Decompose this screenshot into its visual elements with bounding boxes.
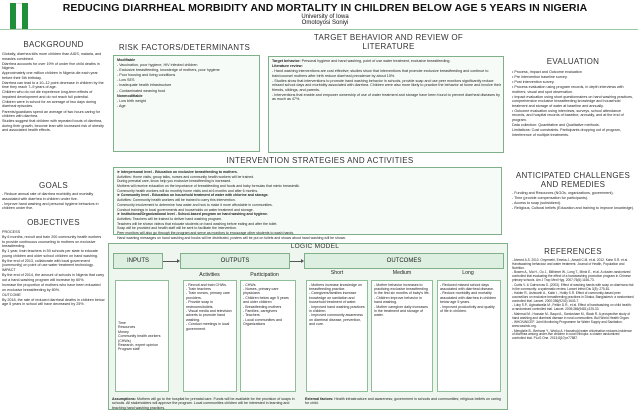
arrow-icon — [290, 261, 302, 262]
outputs-banner: OUTPUTS — [180, 253, 290, 269]
challenge-item: - Funding and Resources (NGOs, organizations, government). — [512, 191, 614, 195]
references-heading: REFERENCES — [544, 247, 602, 256]
intervention-line: During prenatal care, know help you exclusive breastfeeding is increased. — [117, 179, 232, 184]
background-heading: BACKGROUND — [23, 40, 84, 49]
interventions-box — [113, 167, 502, 240]
reference-item: - Mahmud M., Hossain M., Baqui A., Santosham M., Black R. A prospective study of hand washing and diarrheal disease in rural communities. Bull World Health Organ. — [512, 311, 630, 320]
target-text: Personal hygiene and hand washing, point of use water treatment, exclusive breastfeeding. — [301, 59, 451, 63]
challenges-text — [512, 191, 634, 236]
risk-factors-text — [117, 58, 258, 150]
inputs-cell: Time Resources Money Community health workers (CHWs) Research, expert opinion Program staff — [115, 280, 169, 392]
limitations: Limitations: Cost constraints. Participants dropping out of program, Interference of multiple treatments. — [512, 128, 621, 137]
modifiable-item: - Exclusive breastfeeding, knowledge of mothers, poor hygiene — [117, 68, 220, 73]
short-cell: - Mothers increase knowledge on breastfeeding practice. - Caregivers/families increase knowledge on sanitation and household treatment of water. - Improved hand washing practices in children. - Improved community awareness on diarrheal disease, prevention, and cure. — [306, 280, 368, 392]
external-factors-text — [305, 397, 503, 409]
logic-model-heading: LOGIC MODEL — [290, 243, 340, 250]
intervention-line: Teachers will be shown videos that educate students on hand washing before eating and after the toilet. — [117, 221, 278, 226]
objective-item: OUTCOME — [2, 292, 21, 297]
goal-item: - Reduce annual rate of diarrhea morbidity and mortality associated with diarrhea in children under five. — [2, 192, 94, 201]
background-paragraph: Approximately one million children in Nigeria die each year before their 5th birthday. — [2, 71, 98, 80]
reference-item: - Haider R., Ashworth A., Kabir I., Huttly S.R. Effect of community-based peer counsellors on exclusive breastfeeding practices in Dhaka, Bangladesh: a randomised controlled trial. Lancet. 2000;356(9242):1643-7. — [512, 291, 634, 303]
background-paragraph: Children who do not die experience long-term effects of impaired development and do not reach full potential. — [2, 90, 93, 99]
target-label: Target behavior: — [272, 59, 302, 63]
target-behavior-line — [272, 59, 502, 64]
inputs-banner: INPUTS — [113, 253, 163, 269]
literature-item: - Interventions that enable and empower ownership of use of water treatment and storage have been found to prevent diarrheal diseases by as much as 47%. — [272, 92, 500, 102]
background-paragraph: Studies suggest that children with repeated bouts of diarrhea, during their growth, become lean with increased risk of obesity and associated health effects. — [2, 119, 104, 133]
objective-item: IMPACT — [2, 268, 16, 273]
reference-item: - WHO/UNICEF. Joint Monitoring Programme for Water Supply and Sanitation. www.wssinfo.org. — [512, 320, 623, 329]
evaluation-item: • Outcome evaluation using interviews, surveys, school attendance records, and hospital records of baseline, annually, and at the end of program. — [512, 108, 624, 122]
evaluation-text — [512, 70, 634, 168]
intervention-line: Mothers will receive education on the importance of breastfeeding and foods and baby formulas that mimic breastmilk. — [117, 184, 300, 189]
target-behavior-text — [272, 59, 502, 151]
author: Omotoyosi Soniyi — [301, 20, 349, 26]
data-collection: Data collection: Quantitative and Qualitative methods. — [512, 123, 600, 128]
intervention-line: Conduct trainings in local governments and households on water treatment and storage. — [117, 207, 254, 212]
background-paragraph: Globally, diarrhea kills more children than AIDS, malaria, and measles combined. — [2, 52, 102, 61]
literature-item: - Studies show that interventions to promote hand washing behavior in schools, provide soap and use peer monitors significantly reduce missed school days and morbidity associated with diarrhea. Children were also more likely to practice the behavior at home and involve their friends, siblings, and parents. — [272, 78, 501, 92]
goals-text — [2, 192, 105, 214]
assumptions-body: Mothers will go to the hospital for prenatal care. Funds will be available for the provision of soaps in schools. All stakeholders will approve the program. Local communities children will be interested in learning and teaching hand washing practices. — [112, 397, 295, 410]
nonmodifiable-title: Nonmodifiable — [117, 93, 143, 98]
risk-factors-heading: RISK FACTORS/DETERMINANTS — [118, 43, 251, 52]
objectives-text — [2, 230, 105, 342]
objective-item: Increase the proportion of mothers who have been educated on exclusive breastfeeding by 80%. — [2, 283, 101, 292]
goals-heading: GOALS — [38, 181, 69, 190]
modifiable-item: - Contaminated weaning food — [117, 88, 166, 93]
intervention-line: ➤ Interpersonal level - Education on exclusive breastfeeding to mothers. — [117, 170, 238, 174]
objective-item: By the end of 2013, collaborate with local government (community) on point of use water treatment technology. — [2, 258, 94, 268]
activities-cell: - Recruit and train CHWs. - Train teachers - Train nurses, primary care providers. - Provide soap in restrooms/toilets. - Visual media and television adverts to promote hand washing. - Conduct meetings in local government. — [183, 280, 237, 392]
objective-item: By 1 year, train teachers in 50 schools per state to educate young children and older school children on hand washing. — [2, 249, 98, 258]
poster-title: REDUCING DIARRHEAL MORBIDITY AND MORTALITY IN CHILDREN BELOW AGE 5 YEARS IN NIGERIA — [62, 2, 588, 14]
modifiable-title: Modifiable — [117, 58, 136, 62]
intervention-line: ➤ Community level - Education on household treatment of water with chlorine and storage. — [117, 193, 269, 198]
external-factors-label: External factors: — [305, 397, 334, 401]
medium-cell: - Mother behavior increases to practicing exclusive breastfeeding in the first six months of baby's life. - Children improve behavior in hand washing. - Mother caregiver daily increases in the treatment and storage of water. — [371, 280, 433, 392]
references-text — [512, 259, 634, 409]
reference-item: - Curtis V. & Cairncross S. (2003). Effect of washing hands with soap on diarrhoea risk in the community: a systematic review. Lancet Infect Dis 3(5): 275-81. — [512, 282, 634, 291]
assumptions-text — [112, 397, 298, 409]
objective-item: By 2018, the rate of reduced diarrheal deaths in children below age 5 years in school will have decreased by 25%. — [2, 297, 105, 307]
challenge-item: - Religious, Cultural beliefs (Education and training to improve knowledge). — [512, 206, 634, 211]
nonmodifiable-item: - Low birth weight — [117, 98, 146, 103]
assumptions-label: Assumptions: — [112, 397, 136, 401]
background-paragraph: Diarrhea can lead to a 10–12 point decrease in children by the time they reach 7–9 years of age. — [2, 80, 104, 90]
objective-item: By the end of 2014, the amount of schools in Nigeria that carry out a hand-washing program will increase by 60%. — [2, 273, 105, 282]
interventions-heading: INTERVENTION STRATEGIES AND ACTIVITIES — [226, 156, 414, 165]
target-behavior-heading: TARGET BEHAVIOR AND REVIEW OF LITERATURE — [313, 33, 464, 51]
nonmodifiable-item: - Age — [117, 103, 126, 108]
arrow-icon — [163, 261, 178, 262]
intervention-line: Hand washing messages on hand washing and books will be distributed, posters will be put on toilets and shows about hand washing will be shown. — [117, 235, 347, 240]
intervention-line: Community involvement to determine how water and how to make it more affordable in communities. — [117, 202, 273, 207]
modifiable-item: - Inadequate health infrastructure — [117, 83, 172, 88]
background-paragraph: Parents/guardians spend an average of two hours caring for children with diarrhea. — [2, 109, 100, 119]
modifiable-item: - Poor housing and living conditions — [117, 73, 176, 78]
evaluation-item: • Post intervention survey. — [512, 80, 555, 85]
intervention-line: ➤ Institutional/Organizational level - School-based program on hand washing and hygiene. — [117, 212, 268, 217]
medium-label: Medium — [392, 270, 412, 276]
goal-item: - Improve hand washing and personal hygiene behaviors in children under five. — [2, 201, 99, 211]
external-factors-body: Health infrastructure and awareness; government in schools and communities; religious beliefs on caring for child. — [305, 397, 501, 406]
intervention-line: Activities: Home visits, group talks, nurses and community health workers will be trained. — [117, 174, 255, 179]
modifiable-item: - Vaccination, poor hygiene, HIV infected children — [117, 63, 198, 68]
nigeria-flag-icon — [10, 3, 28, 29]
outcomes-banner: OUTCOMES — [304, 253, 504, 269]
participation-label: Participation — [250, 272, 279, 278]
challenge-item: - Time (provide compensation for participants). — [512, 196, 589, 201]
objective-item: By 6 months, recruit and train 200 community health workers to provide continuous counseling to mothers on exclusive breastfeeding. — [2, 235, 102, 249]
literature-item: - Hand washing interventions are cost effective; studies show that interventions that promote exclusive breastfeeding and continue to train/counsel mothers after birth reduce diarrheal prevalence by about 15%. — [272, 69, 489, 78]
participation-cell: - CHWs - Nurses, primary care physicians - Children below age 5 years and older children - Breastfeeding mothers - Families, caregivers - Teachers - Local communities and Organizations — [240, 280, 296, 392]
reference-item: - Luby S.P., Agboatwalla M., Feikin D.R., et al. Effect of handwashing on child health: a randomised controlled trial. Lancet. 2005;366(9481):225-33. — [512, 303, 632, 312]
challenges-heading: ANTICIPATED CHALLENGES AND REMEDIES — [515, 171, 631, 189]
intervention-line: Activities: Teachers will be trained to deliver hand washing program. — [117, 216, 222, 221]
objectives-heading: OBJECTIVES — [27, 218, 80, 227]
poster-header — [0, 0, 638, 30]
reference-item: - Ahmed A.S. 2010. Onyemehi, Emeka J., Amadi C.M. et al. 2012. Kahn S.R. et al. Handwashing behaviour and water treatment. Journal of Health, Population and Nutrition. — [512, 258, 629, 270]
intervention-line: Community health workers will do monthly home visits and at 6 months and after 6 months. — [117, 188, 259, 193]
evaluation-item: • Pre intervention baseline survey. — [512, 75, 568, 80]
modifiable-item: - Low SES — [117, 78, 135, 83]
challenge-item: - Access to soap (subsidized). — [512, 201, 561, 206]
evaluation-item: • Impact evaluation using short questionnaires on hand washing practices, comprehensive exclusive breastfeeding knowledge and household treatment and storage of water at baseline and annually. — [512, 94, 634, 108]
reference-item: - Mengistie B., Berhane Y., Worku A. Household water chlorination reduces incidence of diarrhea among under-five children in rural Ethiopia: a cluster randomized controlled trial. PLoS One. 2013;8(10):e77887. — [512, 328, 632, 341]
intervention-line: Activities: Community health workers will be trained to carry this intervention. — [117, 198, 236, 203]
background-paragraph: Diarrhea accounts for over 19% of under five child deaths in Nigeria. — [2, 61, 100, 71]
evaluation-item: • Process evaluation using program records, in depth interviews with mothers, visual and spot observation. — [512, 85, 624, 94]
interventions-text — [117, 170, 500, 240]
target-behavior-box — [268, 56, 504, 153]
reference-item: - Bowen A., Ma H., Ou J., Billhimer W., Long T., Mintz E., et al. A cluster-randomized controlled trial evaluating the effect of a handwashing promotion program in Chinese primary schools. Am J Trop Med Hyg. 2007;76(6):1166-73. — [512, 270, 631, 283]
evaluation-item: • Process, Impact and Outcome evaluation — [512, 70, 582, 74]
evaluation-heading: EVALUATION — [546, 57, 600, 66]
objectives-intro: PROCESS — [2, 230, 21, 234]
literature-label: Literature review: — [272, 64, 303, 69]
risk-factors-box — [113, 55, 260, 152]
short-label: Short — [330, 270, 344, 276]
intervention-line: Soap will be provided and health staff will be sent to facilitate the intervention. — [117, 226, 237, 231]
institution: University of Iowa — [301, 14, 349, 20]
background-paragraph: Children were in school for an average of two days during diarrheal episodes. — [2, 99, 97, 109]
intervention-line: Peer monitors will also go through the program and serve as monitors to encourage other students to wash hands. — [117, 230, 295, 235]
long-label: Long — [462, 270, 474, 276]
background-text — [2, 52, 105, 180]
activities-label: Activities — [199, 272, 220, 278]
long-cell: - Reduced missed school days associated with diarrheal disease. - Reduce morbidity and mortality associated with diarrhea in children below age 5 years. - Improved productivity and quality of life in children. — [437, 280, 501, 392]
